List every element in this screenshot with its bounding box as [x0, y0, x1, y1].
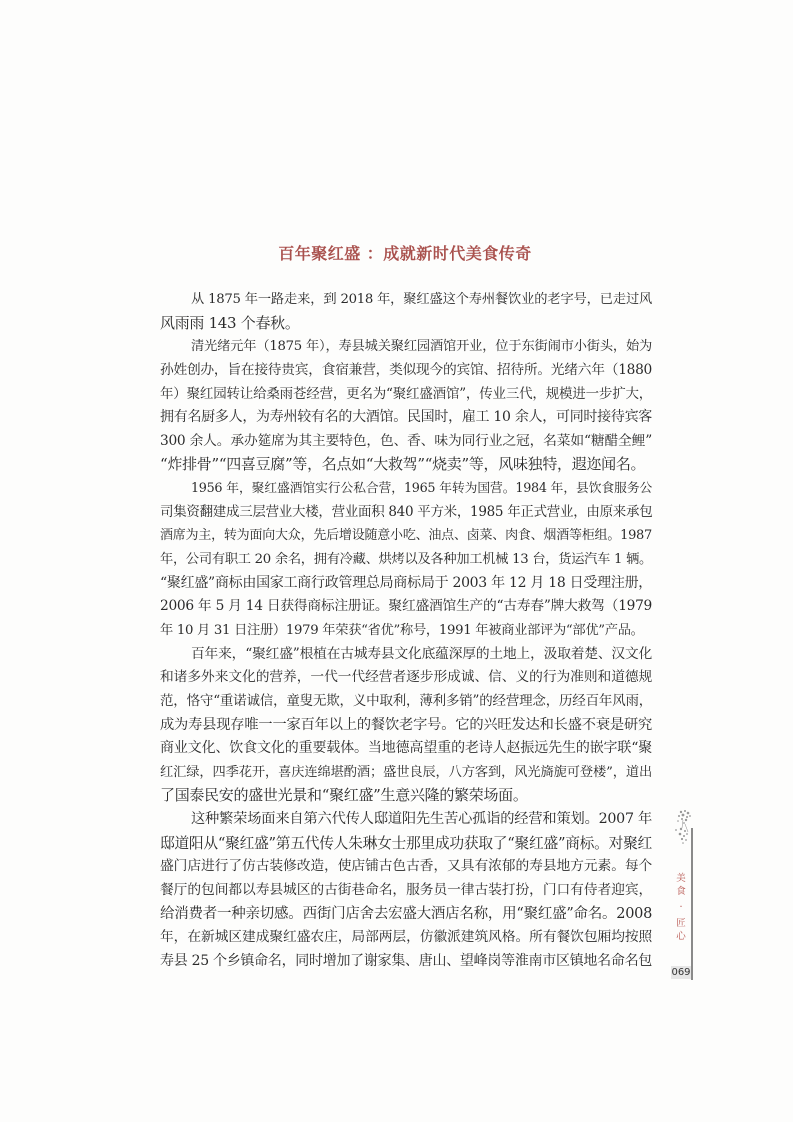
- section-label-char: 心: [676, 931, 686, 942]
- text-line: 寿县 25 个乡镇命名，同时增加了谢家集、唐山、望峰岗等淮南市区镇地名命名包: [160, 952, 652, 969]
- text-line: 风雨雨 143 个春秋。: [160, 313, 300, 332]
- text-line: 盛门店进行了仿古装修改造，使店铺古色古香，又具有浓郁的寿县地方元素。每个: [160, 858, 652, 875]
- text-line: 年 10 月 31 日注册）1979 年荣获“省优”称号，1991 年被商业部评为“部优”产品。: [160, 622, 644, 638]
- text-line: 范，恪守“重诺诚信，童叟无欺，义中取利，薄利多销”的经营理念，历经百年风雨，: [160, 692, 652, 709]
- text-line: 成为寿县现存唯一一家百年以上的餐饮老字号。它的兴旺发达和长盛不衰是研究: [160, 716, 652, 733]
- text-line: 和诸多外来文化的营养，一代一代经营者逐步形成诚、信、义的行为准则和道德规: [160, 669, 652, 686]
- text-line: 商业文化、饮食文化的重要载体。当地德高望重的老诗人赵振远先生的嵌字联“聚: [160, 740, 652, 757]
- page-number: 069: [671, 967, 691, 978]
- text-line: 这种繁荣场面来自第六代传人邸道阳先生苦心孤诣的经营和策划。2007 年: [191, 811, 652, 828]
- text-line: 司集资翻建成三层营业大楼，营业面积 840 平方米，1985 年正式营业，由原来承包: [160, 503, 653, 520]
- text-line: 红汇绿，四季花开，喜庆连绵堪酌酒；盛世良辰，八方客到，风光旖旎可登楼”，道出: [160, 764, 652, 780]
- text-line: 年）聚红园转让给桑雨苍经营，更名为“聚红盛酒馆”，传业三代，规模进一步扩大，: [160, 385, 652, 402]
- text-line: “炸排骨”“四喜豆腐”等，名点如“大救驾”“烧卖”等，风味独特，遐迩闻名。: [160, 455, 646, 474]
- text-line: 清光绪元年（1875 年），寿县城关聚红园酒馆开业，位于东街闹市小街头，始为: [191, 339, 652, 355]
- article-title: 百年聚红盛 ：成就新时代美食传奇: [278, 244, 532, 263]
- margin-rule: [691, 828, 693, 980]
- text-line: 餐厅的包间都以寿县城区的古街巷命名，服务员一律古装打扮，门口有侍者迎宾，: [160, 882, 652, 899]
- text-line: 孙姓创办，旨在接待贵宾，食宿兼营，类似现今的宾馆、招待所。光绪六年（1880: [160, 361, 652, 378]
- text-line: 2006 年 5 月 14 日获得商标注册证。聚红盛酒馆生产的“古寿春”牌大救驾（1979: [160, 598, 652, 615]
- text-line: 拥有名厨多人，为寿州较有名的大酒馆。民国时，雇工 10 余人，可同时接待宾客: [160, 409, 652, 426]
- text-line: 300 余人。承办筵席为其主要特色，色、香、味为同行业之冠，名菜如“糖醋全鲤”: [160, 432, 652, 449]
- text-line: 年，在新城区建成聚红盛农庄，局部两层，仿徽派建筑风格。所有餐饮包厢均按照: [160, 929, 652, 946]
- text-line: “聚红盛”商标由国家工商行政管理总局商标局于 2003 年 12 月 18 日受理注册，: [160, 574, 652, 591]
- text-line: 年，公司有职工 20 余名，拥有冷藏、烘烤以及各种加工机械 13 台，货运汽车 1 辆。: [160, 552, 652, 568]
- text-line: 了国泰民安的盛世光景和“聚红盛”生意兴隆的繁荣场面。: [160, 786, 528, 805]
- text-line: 从 1875 年一路走来，到 2018 年，聚红盛这个寿州餐饮业的老字号，已走过风: [191, 292, 652, 307]
- section-label-char: ·: [679, 902, 683, 913]
- text-line: 邸道阳从“聚红盛”第五代传人朱琳女士那里成功获取了“聚红盛”商标。对聚红: [160, 834, 652, 852]
- text-line: 百年来，“聚红盛”根植在古城寿县文化底蕴深厚的土地上，汲取着楚、汉文化: [191, 645, 652, 662]
- text-line: 酒席为主，转为面向大众，先后增设随意小吃、油点、卤菜、肉食、烟酒等柜组。1987: [160, 528, 652, 544]
- section-label-char: 美: [676, 873, 686, 884]
- text-line: 1956 年，聚红盛酒馆实行公私合营，1965 年转为国营。1984 年，县饮食服务公: [191, 481, 652, 497]
- section-label-char: 食: [676, 886, 686, 897]
- section-label-char: 匠: [676, 918, 686, 929]
- section-label: [673, 872, 689, 943]
- text-line: 给消费者一种亲切感。西街门店舍去宏盛大酒店名称，用“聚红盛”命名。2008: [160, 905, 652, 922]
- article-body: [160, 288, 652, 974]
